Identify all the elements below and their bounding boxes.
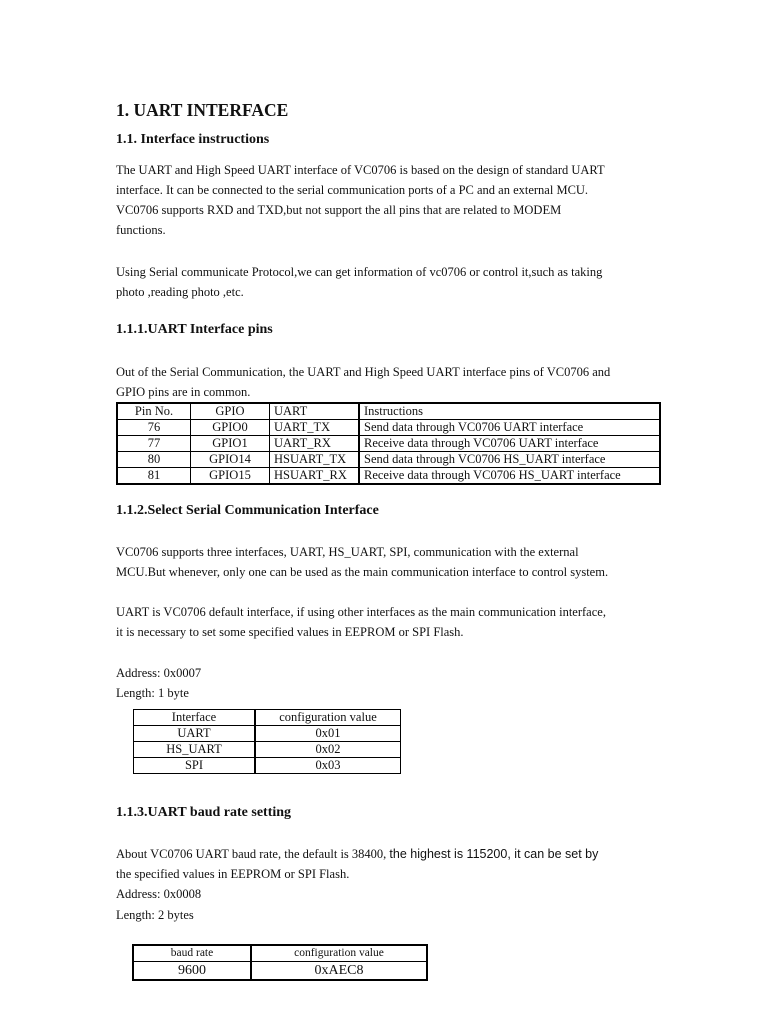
table-row	[134, 758, 401, 774]
table-cell: 0x03	[255, 758, 401, 774]
paragraph-line: Using Serial communicate Protocol,we can get information of vc0706 or control it,such as taking	[116, 265, 603, 279]
baud-rate-config-table	[132, 944, 428, 981]
table-cell: 77	[117, 436, 191, 452]
table-header-cell: Instructions	[359, 403, 660, 420]
table-header-cell: configuration value	[251, 945, 427, 962]
table-header-row	[117, 403, 660, 420]
paragraph-line: functions.	[116, 223, 166, 237]
paragraph-line: Out of the Serial Communication, the UART and High Speed UART interface pins of VC0706 and	[116, 365, 611, 379]
heading-select-serial-interface: 1.1.2.Select Serial Communication Interface	[116, 503, 379, 518]
paragraph-line: GPIO pins are in common.	[116, 385, 251, 399]
paragraph-line: it is necessary to set some specified values in EEPROM or SPI Flash.	[116, 625, 464, 639]
table-cell: GPIO0	[191, 420, 270, 436]
address-line: Address: 0x0007	[116, 666, 202, 680]
table-cell: Send data through VC0706 HS_UART interface	[359, 452, 660, 468]
paragraph-default-interface	[116, 602, 606, 642]
heading-uart-interface: 1. UART INTERFACE	[116, 100, 289, 120]
paragraph-serial-protocol	[116, 262, 602, 302]
paragraph-pins-common	[116, 362, 610, 402]
table-row	[117, 452, 660, 468]
table-cell: 76	[117, 420, 191, 436]
table-cell: GPIO14	[191, 452, 270, 468]
paragraph-line: interface. It can be connected to the serial communication ports of a PC and an external MCU.	[116, 183, 589, 197]
table-header-cell: GPIO	[191, 403, 270, 420]
table-header-cell: baud rate	[133, 945, 251, 962]
paragraph-line	[116, 844, 598, 864]
table-cell: UART_RX	[270, 436, 360, 452]
table-cell: GPIO15	[191, 468, 270, 485]
table-row	[134, 726, 401, 742]
text-span: the highest is 115200	[389, 847, 508, 861]
table-cell: GPIO1	[191, 436, 270, 452]
table-cell: 81	[117, 468, 191, 485]
table-cell: HS_UART	[134, 742, 256, 758]
paragraph-line: photo ,reading photo ,etc.	[116, 285, 244, 299]
table-cell: 0x02	[255, 742, 401, 758]
table-cell: 80	[117, 452, 191, 468]
table-header-cell: configuration value	[255, 710, 401, 726]
table-cell: Send data through VC0706 UART interface	[359, 420, 660, 436]
paragraph-three-interfaces	[116, 542, 608, 582]
paragraph-line: The UART and High Speed UART interface of VC0706 is based on the design of standard UART	[116, 163, 605, 177]
length-line: Length: 2 bytes	[116, 908, 194, 922]
table-cell: UART_TX	[270, 420, 360, 436]
table-row	[117, 436, 660, 452]
table-header-cell: UART	[270, 403, 360, 420]
table-header-row	[133, 945, 427, 962]
table-cell: UART	[134, 726, 256, 742]
table-row	[117, 468, 660, 485]
paragraph-line: the specified values in EEPROM or SPI Flash.	[116, 867, 350, 881]
table-header-cell: Interface	[134, 710, 256, 726]
heading-uart-baud-rate: 1.1.3.UART baud rate setting	[116, 805, 292, 820]
heading-interface-instructions: 1.1. Interface instructions	[116, 132, 270, 147]
table-cell: Receive data through VC0706 HS_UART interface	[359, 468, 660, 485]
table-cell: Receive data through VC0706 UART interface	[359, 436, 660, 452]
paragraph-baud-rate	[116, 844, 598, 884]
paragraph-line: VC0706 supports RXD and TXD,but not support the all pins that are related to MODEM	[116, 203, 562, 217]
table-header-row	[134, 710, 401, 726]
text-span: About VC0706 UART baud rate, the default is 38400,	[116, 847, 390, 861]
table-cell: 0xAEC8	[251, 962, 427, 981]
table-header-cell: Pin No.	[117, 403, 191, 420]
table-cell: HSUART_TX	[270, 452, 360, 468]
address-line: Address: 0x0008	[116, 887, 202, 901]
paragraph-uart-description	[116, 160, 605, 240]
table-cell: 0x01	[255, 726, 401, 742]
table-row	[133, 962, 427, 981]
table-cell: 9600	[133, 962, 251, 981]
length-line: Length: 1 byte	[116, 686, 189, 700]
table-cell: HSUART_RX	[270, 468, 360, 485]
table-row	[134, 742, 401, 758]
table-row	[117, 420, 660, 436]
paragraph-line: MCU.But whenever, only one can be used as the main communication interface to control system.	[116, 565, 609, 579]
paragraph-line: VC0706 supports three interfaces, UART, HS_UART, SPI, communication with the external	[116, 545, 579, 559]
pins-table	[116, 402, 661, 485]
heading-uart-interface-pins: 1.1.1.UART Interface pins	[116, 322, 273, 337]
table-cell: SPI	[134, 758, 256, 774]
interface-config-table	[133, 709, 401, 774]
paragraph-line: UART is VC0706 default interface, if using other interfaces as the main communication interface,	[116, 605, 606, 619]
text-span: , it can be set by	[507, 847, 599, 861]
